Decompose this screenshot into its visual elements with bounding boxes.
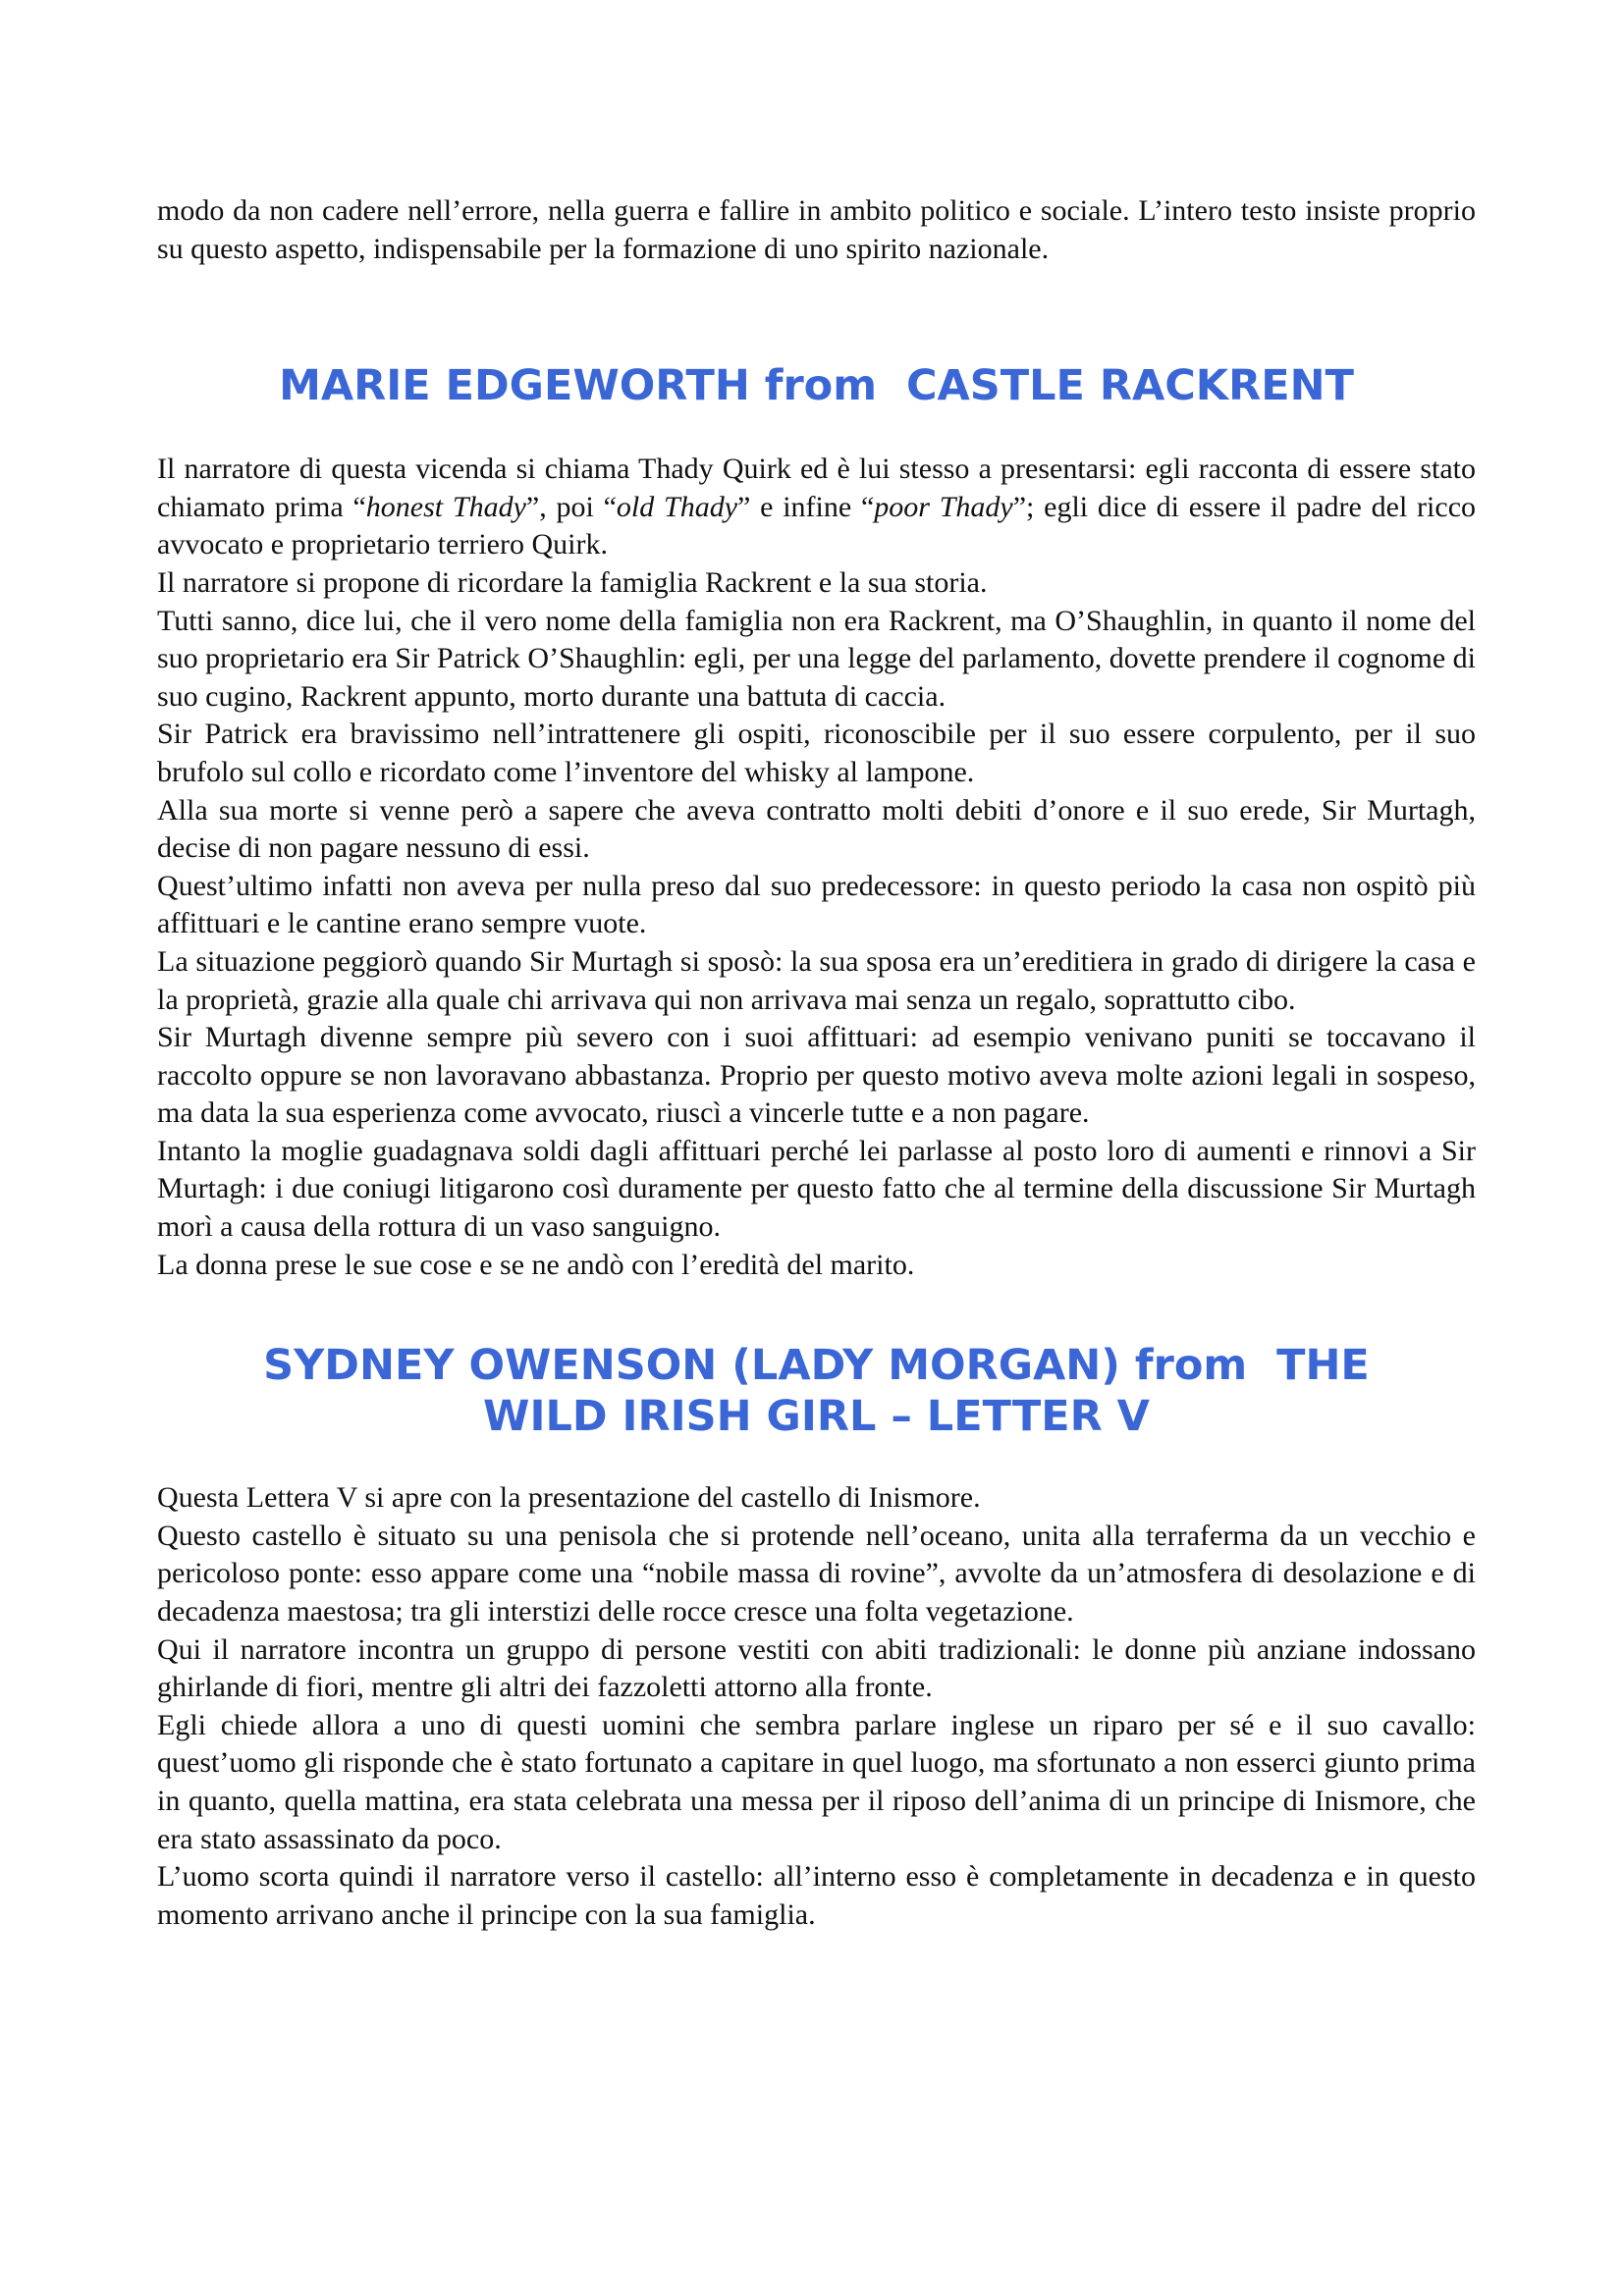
paragraph: Il narratore si propone di ricordare la famiglia Rackrent e la sua storia. xyxy=(157,565,988,599)
section-wild-irish-girl xyxy=(157,1479,1476,1934)
paragraph: Questo castello è situato su una penisola che si protende nell’oceano, unita alla terraferma da un vecchio e pericoloso ponte: esso appare come una “nobile massa di rovine”, avvolte da un’atmosfera di desolazione e di decadenza maestosa; tra gli interstizi delle rocce cresce una folta vegetazione. xyxy=(157,1519,1476,1629)
paragraph: L’uomo scorta quindi il narratore verso il castello: all’interno esso è completamente in decadenza e in questo momento arrivano anche il principe con la sua famiglia. xyxy=(157,1860,1476,1931)
intro-paragraph: modo da non cadere nell’errore, nella guerra e fallire in ambito politico e sociale. L’intero testo insiste proprio su questo aspetto, indispensabile per la formazione di uno spirito nazionale. xyxy=(157,194,1476,265)
paragraph: Questa Lettera V si apre con la presentazione del castello di Inismore. xyxy=(157,1481,981,1515)
text-run: ”, poi “ xyxy=(525,490,617,523)
paragraph: Quest’ultimo infatti non aveva per nulla preso dal suo predecessore: in questo periodo la casa non ospitò più affittuari e le cantine erano sempre vuote. xyxy=(157,869,1476,940)
paragraph: Qui il narratore incontra un gruppo di persone vestiti con abiti tradizionali: le donne più anziane indossano ghirlande di fiori, mentre gli altri dei fazzoletti attorno alla fronte. xyxy=(157,1632,1476,1704)
paragraph: La situazione peggiorò quando Sir Murtagh si sposò: la sua sposa era un’ereditiera in grado di dirigere la casa e la proprietà, grazie alla quale chi arrivava qui non arrivava mai senza un regalo, soprattutto cibo. xyxy=(157,944,1476,1016)
italic-nickname: old Thady xyxy=(616,490,738,523)
text-run: ”; egli dice di essere il padre del ricco avvocato e proprietario terriero Quirk. xyxy=(157,490,1477,561)
italic-nickname: poor Thady xyxy=(874,490,1013,523)
text-run: ” e infine “ xyxy=(737,490,875,523)
paragraph: Egli chiede allora a uno di questi uomini che sembra parlare inglese un riparo per sé e il suo cavallo: quest’uomo gli risponde che è stato fortunato a capitare in quel luogo, ma sfortunato a non esserci giunto prima in quanto, quella mattina, era stata celebrata una messa per il riposo dell’anima di un principe di Inismore, che era stato assassinato da poco. xyxy=(157,1708,1476,1855)
paragraph: La donna prese le sue cose e se ne andò con l’eredità del marito. xyxy=(157,1248,915,1281)
paragraph: Sir Patrick era bravissimo nell’intrattenere gli ospiti, riconoscibile per il suo essere corpulento, per il suo brufolo sul collo e ricordato come l’inventore del whisky al lampone. xyxy=(157,718,1476,788)
section-castle-rackrent xyxy=(157,451,1476,1284)
paragraph: Tutti sanno, dice lui, che il vero nome della famiglia non era Rackrent, ma O’Shaughlin, in quanto il nome del suo proprietario era Sir Patrick O’Shaughlin: egli, per una legge del parlamento, dovette prendere il cognome di suo cugino, Rackrent appunto, morto durante una battuta di caccia. xyxy=(157,604,1476,713)
text-run: Il narratore di questa vicenda si chiama Thady Quirk ed è lui stesso a presentarsi: egli racconta di essere stato chiamato prima “ xyxy=(157,453,1476,523)
paragraph xyxy=(157,451,1476,564)
section-heading-wild-irish-girl: SYDNEY OWENSON (LADY MORGAN) from THE WILD IRISH GIRL – LETTER V xyxy=(263,1341,1384,1442)
paragraph: Sir Murtagh divenne sempre più severo con i suoi affittuari: ad esempio venivano puniti se toccavano il raccolto oppure se non lavoravano abbastanza. Proprio per questo motivo aveva molte azioni legali in sospeso, ma data la sua esperienza come avvocato, riuscì a vincerle tutte e a non pagare. xyxy=(157,1021,1476,1130)
document-page xyxy=(157,192,1476,1934)
paragraph: Alla sua morte si venne però a sapere che aveva contratto molti debiti d’onore e il suo erede, Sir Murtagh, decise di non pagare nessuno di essi. xyxy=(157,793,1476,865)
paragraph: Intanto la moglie guadagnava soldi dagli affittuari perché lei parlasse al posto loro di aumenti e rinnovi a Sir Murtagh: i due coniugi litigarono così duramente per questo fatto che al termine della discussione Sir Murtagh morì a causa della rottura di un vaso sanguigno. xyxy=(157,1134,1476,1244)
section-heading-castle-rackrent: MARIE EDGEWORTH from CASTLE RACKRENT xyxy=(279,361,1354,411)
italic-nickname: honest Thady xyxy=(365,490,526,523)
